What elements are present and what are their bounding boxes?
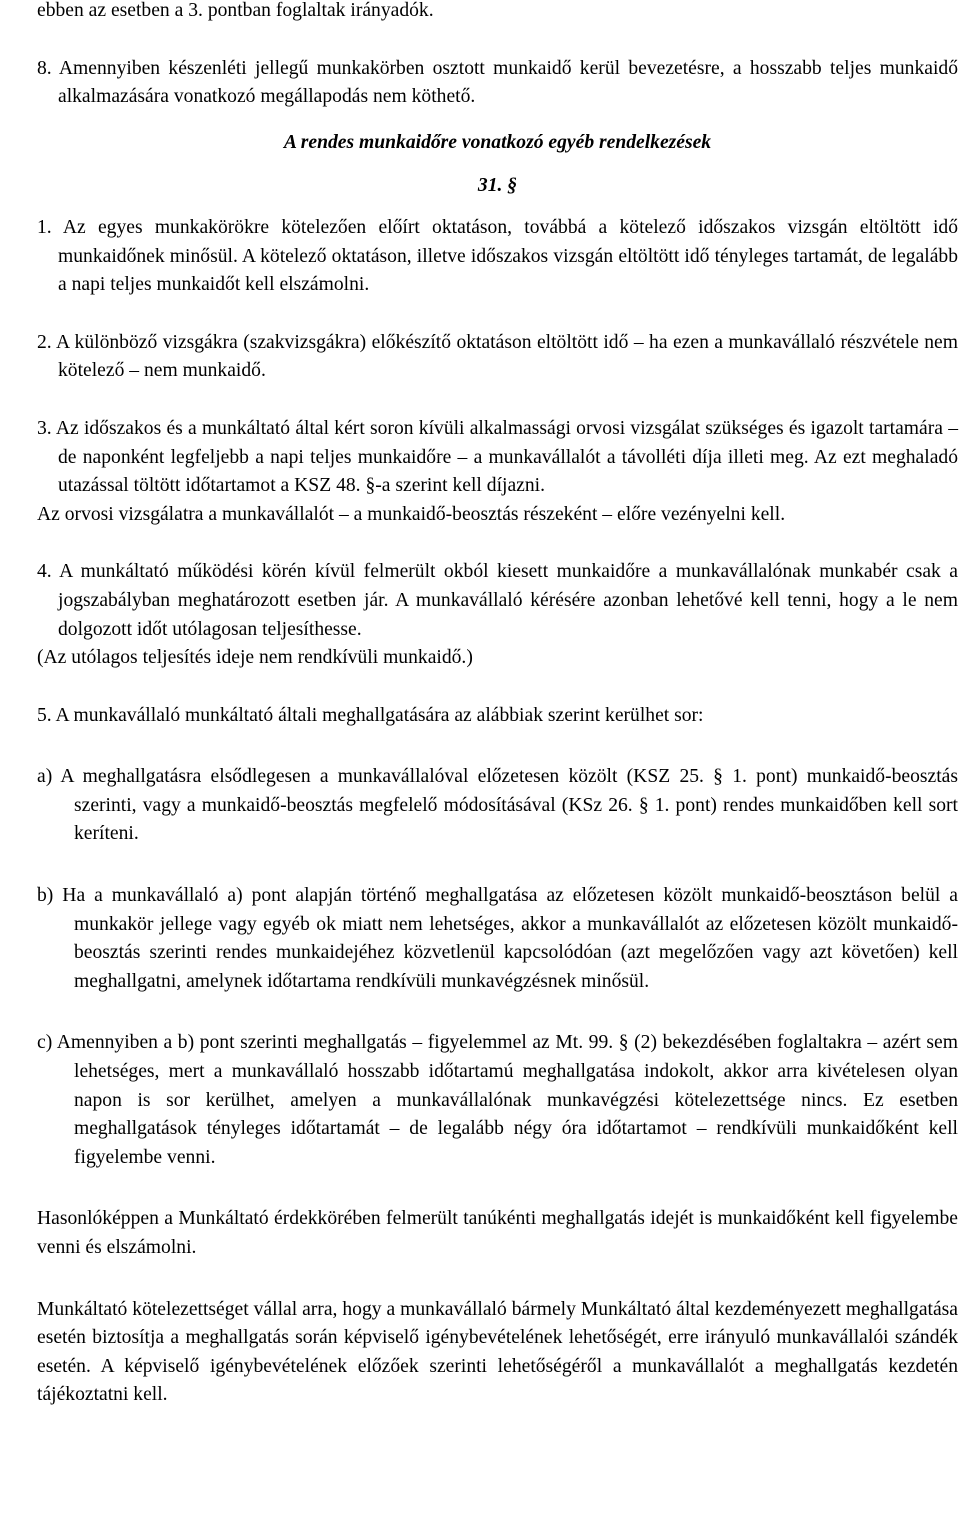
point-3-continuation: Az orvosi vizsgálatra a munkavállalót – a munkaidő-beosztás részeként – előre vezényelni kell. <box>37 503 786 525</box>
section-title: A rendes munkaidőre vonatkozó egyéb rendelkezések <box>283 131 712 153</box>
point-4-continuation: (Az utólagos teljesítés ideje nem rendkívüli munkaidő.) <box>37 647 473 669</box>
point-4-paragraph: 4. A munkáltató működési körén kívül felmerült okból kiesett munkaidőre a munkavállalónak munkabér csak a jogszabályban meghatározott esetben jár. A munkavállaló kérésére azonban lehetővé kell tenni, hogy a le nem dolgozott időt utólagosan teljesíthesse. <box>37 561 958 640</box>
point-b-paragraph: b) Ha a munkavállaló a) pont alapján történő meghallgatása az előzetesen közölt munkaidő-beosztáson belül a munkakör jellege vagy egyéb ok miatt nem lehetséges, akkor a munkavállalót az előzetesen közölt munkaidő-beosztás szerinti rendes munkaidejéhez közvetlenül kapcsolódóan (azt megelőzően vagy azt követően) kell meghallgatni, amelynek időtartama rendkívüli munkavégzésnek minősül. <box>37 885 958 992</box>
munkaltato-kotelezettseg-paragraph: Munkáltató kötelezettséget vállal arra, hogy a munkavállaló bármely Munkáltató által kezdeményezett meghallgatása esetén biztosítja a meghallgatás során képviselő igénybevételének lehetőségét, erre irányuló munkavállalói szándék esetén. A képviselő igénybevételének előzőek szerinti lehetőségéről a munkavállalót a meghallgatás kezdetén tájékoztatni kell. <box>37 1298 958 1406</box>
hasonlokeppen-paragraph: Hasonlóképpen a Munkáltató érdekkörében felmerült tanúkénti meghallgatás idejét is munkaidőként kell figyelembe venni és elszámolni. <box>37 1208 958 1258</box>
point-5-paragraph: 5. A munkavállaló munkáltató általi meghallgatására az alábbiak szerint kerülhet sor: <box>37 704 704 726</box>
point-3-paragraph: 3. Az időszakos és a munkáltató által kért soron kívüli alkalmassági orvosi vizsgálat szükséges és igazolt tartamára – de naponként legfeljebb a napi teljes munkaidőre – a munkavállalót a távolléti díja illeti meg. Az ezt meghaladó utazással töltött időtartamot a KSZ 48. §-a szerint kell díjazni. <box>37 417 958 497</box>
intro-tail-paragraph: ebben az esetben a 3. pontban foglaltak irányadók. <box>37 0 434 21</box>
document-page <box>37 0 958 1410</box>
section-number: 31. § <box>477 175 518 197</box>
point-c-paragraph: c) Amennyiben a b) pont szerinti meghallgatás – figyelemmel az Mt. 99. § (2) bekezdésében foglaltakra – azért sem lehetséges, mert a munkavállaló hosszabb időtartamú meghallgatása indokolt, akkor arra kivételesen olyan napon is sor kerülhet, amelyen a munkavállalónak munkavégzési kötelezettsége nincs. Ez esetben meghallgatások tényleges időtartamát – de legalább négy óra időtartamot – rendkívüli munkaidőként kell figyelembe venni. <box>37 1032 958 1168</box>
point-a-paragraph: a) A meghallgatásra elsődlegesen a munkavállalóval előzetesen közölt (KSZ 25. § 1. pont) munkaidő-beosztás szerinti, vagy a munkaidő-beosztás megfelelő módosításával (KSz 26. § 1. pont) rendes munkaidőben kell sort keríteni. <box>37 766 958 845</box>
point-8-paragraph: 8. Amennyiben készenléti jellegű munkakörben osztott munkaidő kerül bevezetésre, a hosszabb teljes munkaidő alkalmazására vonatkozó megállapodás nem köthető. <box>37 57 958 108</box>
point-1-paragraph: 1. Az egyes munkakörökre kötelezően előírt oktatáson, továbbá a kötelező időszakos vizsgán eltöltött idő munkaidőnek minősül. A kötelező oktatáson, illetve időszakos vizsgán eltöltött idő tényleges tartamát, de legalább a napi teljes munkaidőt kell elszámolni. <box>37 216 958 296</box>
point-2-paragraph: 2. A különböző vizsgákra (szakvizsgákra) előkészítő oktatáson eltöltött idő – ha ezen a munkavállaló részvétele nem kötelező – nem munkaidő. <box>37 331 958 382</box>
